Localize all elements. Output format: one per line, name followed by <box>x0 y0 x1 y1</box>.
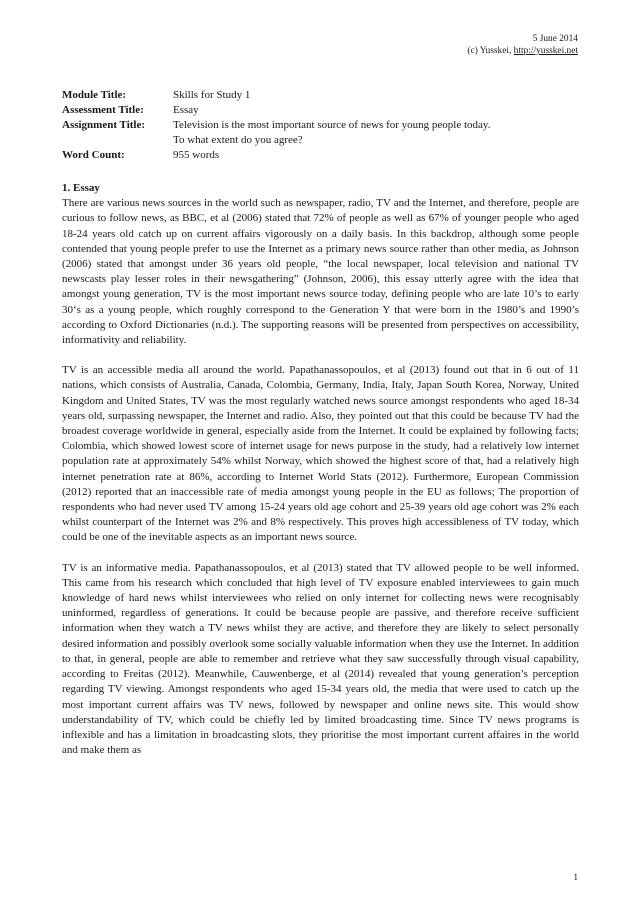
section-title: 1. Essay <box>62 182 100 194</box>
meta-row-assignment <box>62 118 582 148</box>
paragraph: There are various news sources in the world such as newspaper, radio, TV and the Internet, and therefore, people are curious to follow news, as BBC, et al (2006) stated that 72% of people as well as 67% of younger people who aged 18-24 years old catch up on current affairs vigorously on a daily basis. In this backdrop, although some people contended that young people prefer to use the Internet as a primary news source rather than other media, as Johnson (2006) stated that amongst under 36 years old people, “the local newspaper, local television and national TV newscasts play lesser roles in their newsgathering” (Johnson, 2006), this essay utterly agree with the idea that amongst young generation, TV is the most important news source today, defining people who are late 10’s to early 30‘s as a young people, which roughly correspond to the Generation Y that were born in the 1980’s and 1990’s according to Oxford Dictionaries (n.d.). The supporting reasons will be presented from perspectives on accessibility, informativity and reliability. <box>62 197 579 347</box>
word-count-label: Word Count: <box>62 149 125 161</box>
paragraph: TV is an accessible media all around the world. Papathanassopoulos, et al (2013) found out that in 6 out of 11 nations, which consists of Australia, Canada, Colombia, Germany, India, Italy, Japan South Korea, Norway, United Kingdom and United States, TV was the most regularly watched news source amongst respondents who aged 18-34 years old, surpassing newspaper, the Internet and radio. Also, they pointed out that this could be because TV had the broadest coverage worldwide in general, especially aside from the Internet. It could be explained by following facts; Colombia, which showed lowest score of internet usage for news purpose in the study, had a relatively low internet population rate at approximately 54% whilst Norway, which showed the highest score of that, had a relatively high internet penetration rate at 86%, according to Internet World Stats (2012). Furthermore, European Commission (2012) reported that an inaccessible rate of media amongst young people in the EU as follows; The proportion of respondents who had never used TV among 15-24 years old age cohort and 25-39 years old age cohort was 2% each whilst counterpart of the Internet was 2% and 8% respectively. This proves high accessibleness of TV today, which could be one of the inevitable aspects as an important news source. <box>62 364 579 544</box>
assignment-title-line-2: To what extent do you agree? <box>173 134 303 146</box>
website-link[interactable]: http://yusskei.net <box>513 46 578 56</box>
meta-row-assessment <box>62 103 582 118</box>
page-number: 1 <box>573 873 578 883</box>
assignment-title-value <box>173 118 582 148</box>
meta-row-module <box>62 88 582 103</box>
essay-body <box>62 181 579 773</box>
paragraph: TV is an informative media. Papathanassopoulos, et al (2013) stated that TV allowed people to be well informed. This came from his research which concluded that high level of TV exposure enabled interviewees to gain much knowledge of hard news whilst interviewees who relied on only internet for collecting news were recognisably uninformed, regardless of generations. It could be because people are passive, and therefore receive sufficient information when they watch a TV news whilst they are active, and therefore they are likely to select personally desired information and possibly overlook some socially valuable information when they use the Internet. In addition to that, in general, people are able to remember and retrieve what they saw successfully through visual capability, according to Freitas (2012). Meanwhile, Cauwenberge, et al (2014) revealed that young generation’s perception regarding TV viewing. Amongst respondents who aged 15-34 years old, the media that were used to catch up the most important current affairs was TV news, followed by newspaper and online news site. This would show understandability of TV, which could be chiefly led by limited broadcasting time. Since TV news programs is inflexible and has a limitation in broadcasting slots, they prioritise the most important current affaires in the world and make them as <box>62 561 579 757</box>
header-date: 5 June 2014 <box>532 34 578 44</box>
module-title-value: Skills for Study 1 <box>173 89 251 101</box>
copyright-text: (c) Yusskei, <box>467 46 514 56</box>
assignment-title-line-1: Television is the most important source of news for young people today. <box>173 119 491 131</box>
page-header <box>467 33 578 57</box>
assessment-title-value: Essay <box>173 104 199 116</box>
assignment-title-label: Assignment Title: <box>62 119 146 131</box>
assessment-title-label: Assessment Title: <box>62 104 144 116</box>
assignment-meta <box>62 88 582 163</box>
meta-row-wordcount <box>62 148 582 163</box>
word-count-value: 955 words <box>173 149 220 161</box>
module-title-label: Module Title: <box>62 89 127 101</box>
header-copyright <box>467 45 578 57</box>
